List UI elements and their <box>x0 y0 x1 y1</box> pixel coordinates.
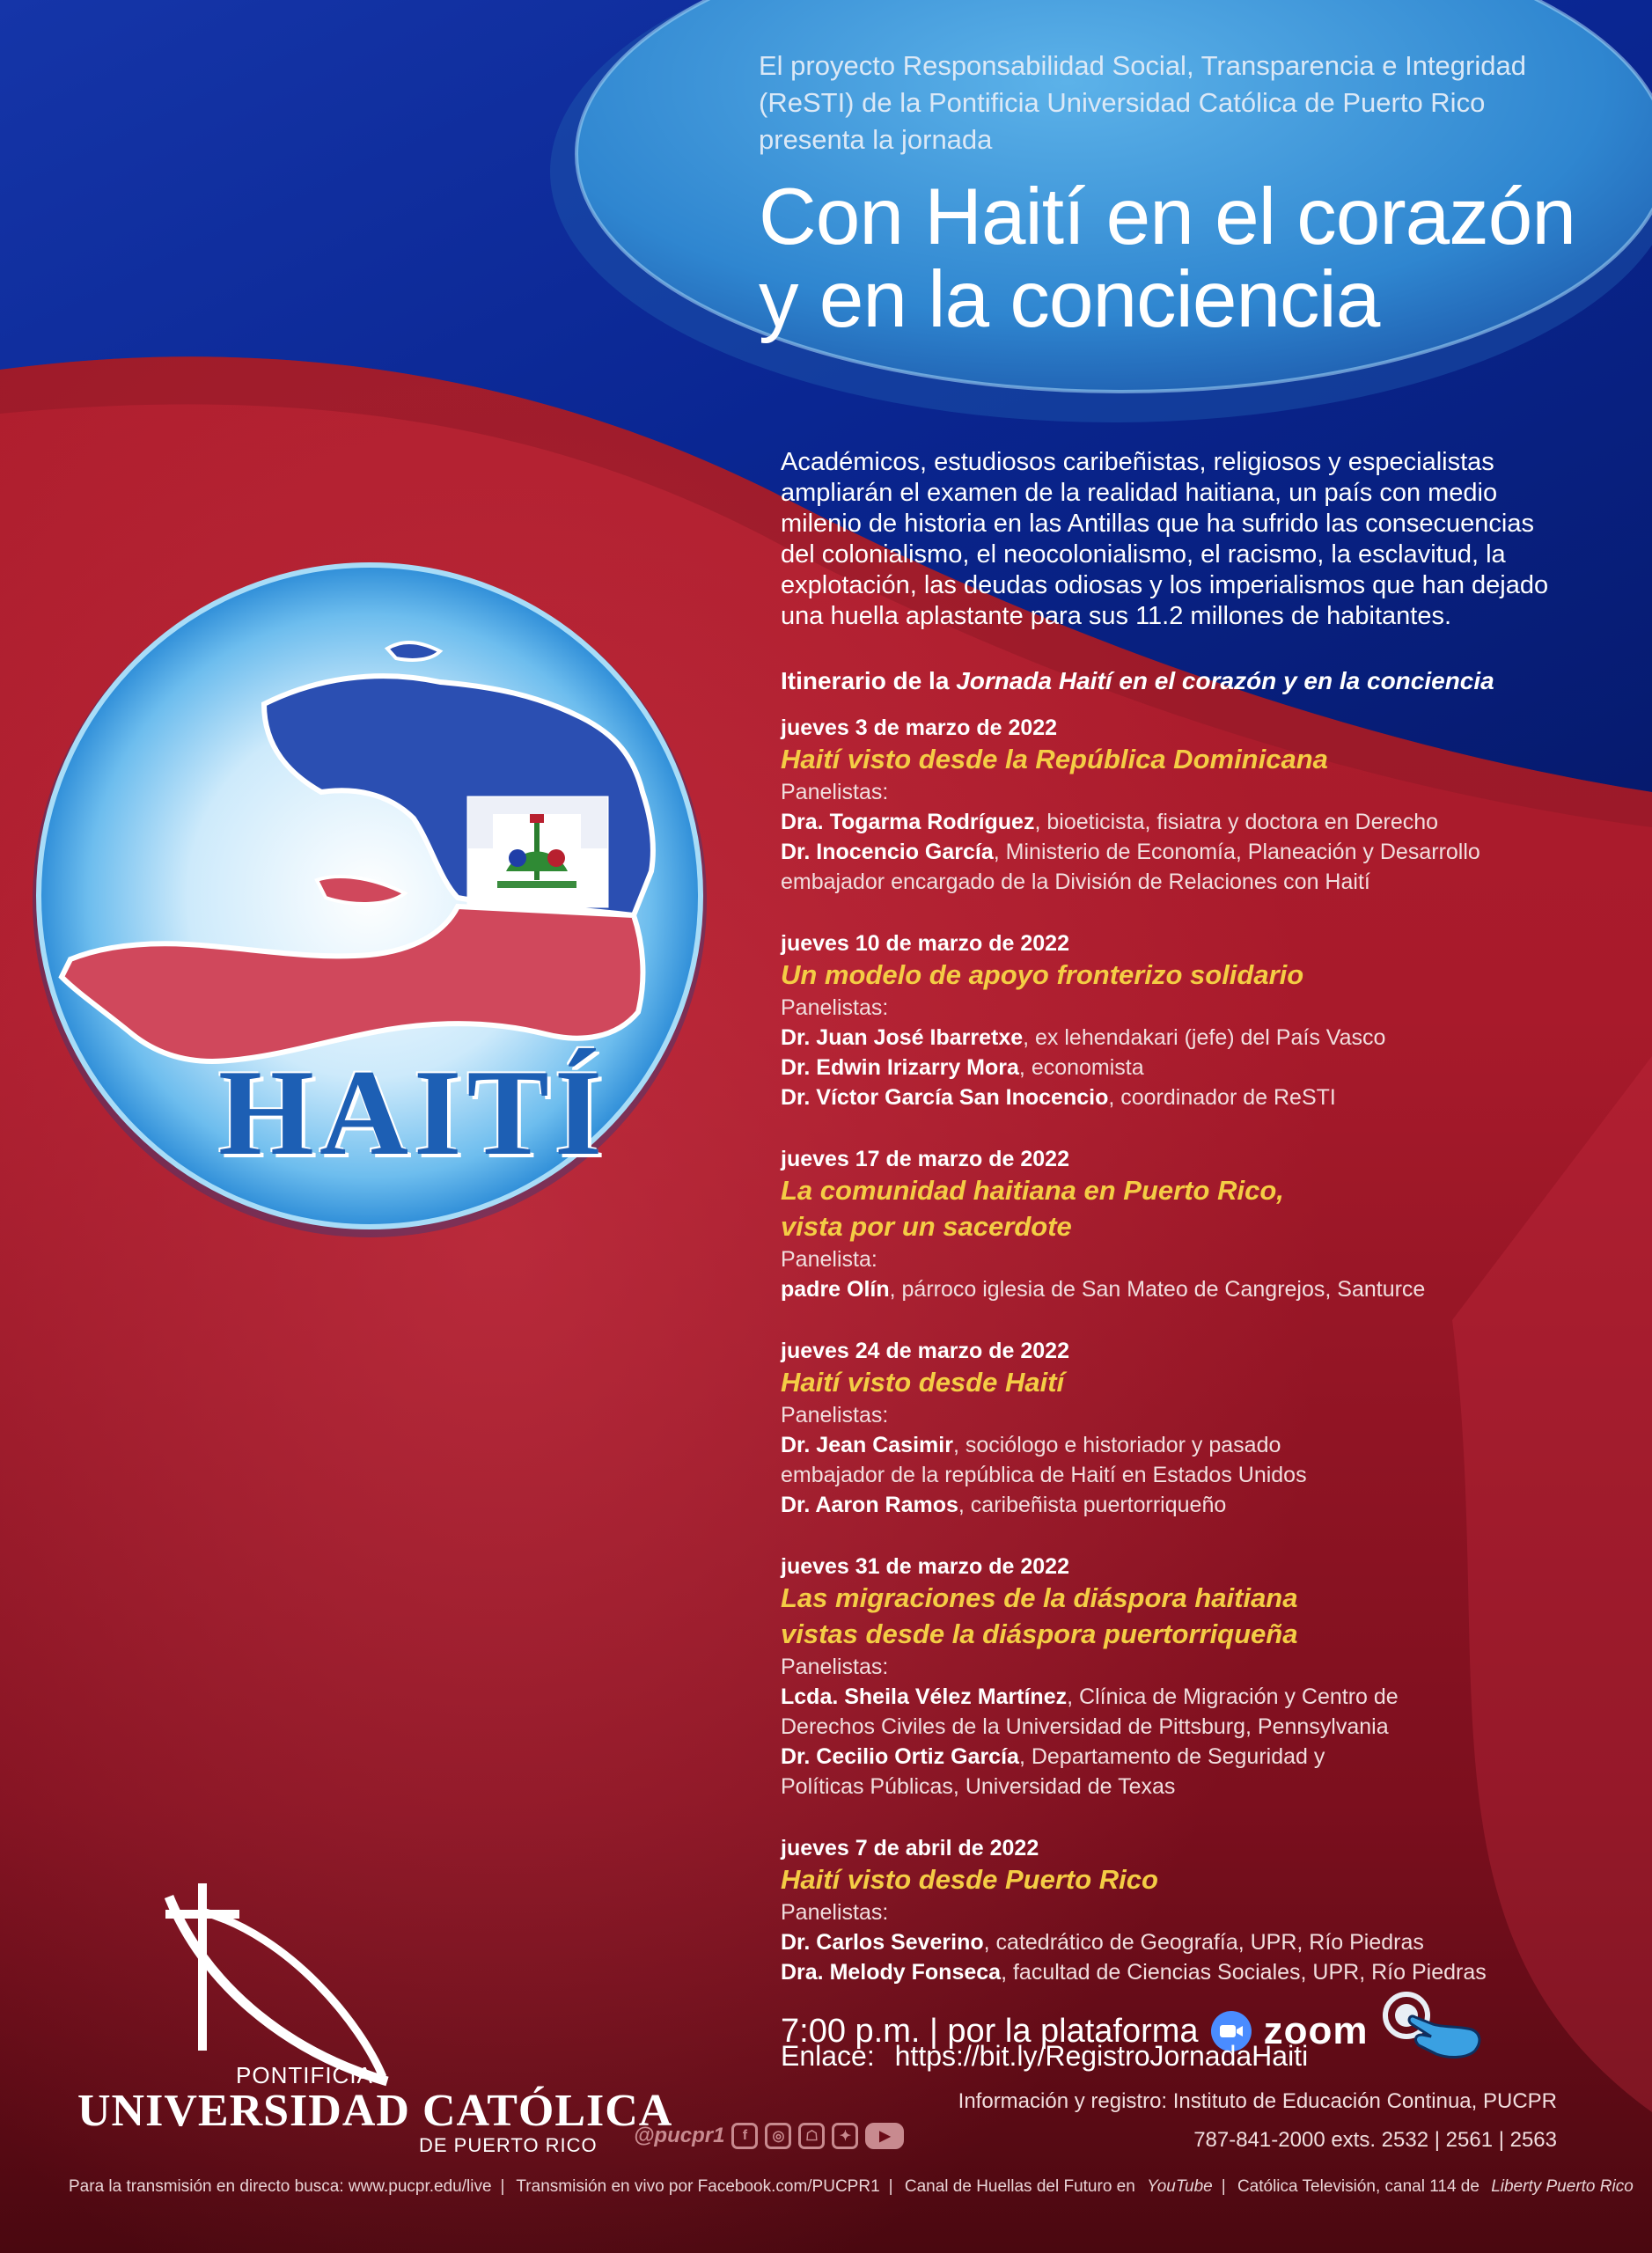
zoom-logo: zoom <box>1263 2008 1369 2052</box>
event-date: jueves 17 de marzo de 2022 <box>781 1147 1069 1171</box>
registration-link-line <box>781 2037 1308 2074</box>
instagram-icon[interactable]: ◎ <box>765 2123 791 2149</box>
panelist-name: Dr. Juan José Ibarretxe <box>781 1025 1024 1050</box>
event-item <box>781 1553 1626 1802</box>
event-item <box>781 1146 1626 1304</box>
panelists-label: Panelista: <box>781 1247 877 1272</box>
events-list <box>781 715 1626 2021</box>
logo-line-3: DE PUERTO RICO <box>419 2134 598 2156</box>
logo-line-2: UNIVERSIDAD CATÓLICA <box>77 2086 673 2136</box>
itinerary-heading <box>781 667 1617 695</box>
event-title: Haití visto desde Haití <box>781 1367 1065 1398</box>
event-date: jueves 31 de marzo de 2022 <box>781 1554 1069 1579</box>
title-line-1: Con Haití en el corazón <box>759 172 1575 261</box>
panelist-entry <box>781 1023 1626 1053</box>
panelists-label: Panelistas: <box>781 780 889 804</box>
event-date: jueves 24 de marzo de 2022 <box>781 1339 1069 1363</box>
footer <box>69 2177 1634 2197</box>
footer-separator: | <box>1221 2177 1226 2196</box>
event-date: jueves 7 de abril de 2022 <box>781 1836 1039 1860</box>
emblem-haiti-word: HAITÍ <box>218 1045 608 1181</box>
panelist-name: Dr. Cecilio Ortiz García <box>781 1744 1019 1769</box>
panelist-entry <box>781 1490 1626 1520</box>
panelist-role: , Departamento de Seguridad y Políticas Públicas, Universidad de Texas <box>781 1744 1325 1799</box>
logo-line-1: PONTIFICIA <box>236 2062 373 2088</box>
footer-catolica-italic: Liberty Puerto Rico <box>1491 2177 1634 2196</box>
title-line-2: y en la conciencia <box>759 255 1380 344</box>
panelist-name: padre Olín <box>781 1277 890 1302</box>
panelist-entry <box>781 1274 1626 1304</box>
footer-facebook-text: Transmisión en vivo por Facebook.com/PUCPR1 <box>516 2177 880 2196</box>
panelist-role: , caribeñista puertorriqueño <box>958 1493 1227 1517</box>
time-text: 7:00 p.m. | por la plataforma <box>781 2012 1199 2050</box>
link-label: Enlace: <box>781 2040 875 2072</box>
panelist-entry <box>781 1682 1626 1742</box>
panelists-label: Panelistas: <box>781 1655 889 1679</box>
panelist-role: , sociólogo e historiador y pasado embajador de la república de Haití en Estados Unidos <box>781 1433 1307 1487</box>
footer-canal-italic: YouTube <box>1147 2177 1213 2196</box>
panelist-name: Dra. Melody Fonseca <box>781 1960 1002 1985</box>
panelist-role: , facultad de Ciencias Sociales, UPR, Río Piedras <box>1001 1960 1487 1985</box>
itinerary-heading-italic: Jornada Haití en el corazón y en la conciencia <box>956 667 1494 694</box>
panelist-name: Lcda. Sheila Vélez Martínez <box>781 1684 1068 1709</box>
social-links <box>634 2123 904 2149</box>
panelist-name: Dr. Inocencio García <box>781 840 994 864</box>
event-date: jueves 10 de marzo de 2022 <box>781 931 1069 956</box>
footer-catolica-text <box>1237 2177 1634 2196</box>
intro-text: El proyecto Responsabilidad Social, Transparencia e Integridad (ReSTI) de la Pontificia Universidad Católica de Puerto Rico presenta la jornada <box>759 50 1526 155</box>
footer-canal-text <box>905 2177 1213 2196</box>
event-title: La comunidad haitiana en Puerto Rico, vista por un sacerdote <box>781 1175 1284 1242</box>
event-item <box>781 930 1626 1112</box>
event-item <box>781 1338 1626 1520</box>
page-title <box>759 172 1639 344</box>
panelists-label: Panelistas: <box>781 1900 889 1925</box>
contact-phones: 787-841-2000 exts. 2532 | 2561 | 2563 <box>1193 2128 1557 2152</box>
panelist-role: , economista <box>1018 1055 1144 1080</box>
panelist-role: , ex lehendakari (jefe) del País Vasco <box>1023 1025 1386 1050</box>
footer-separator: | <box>500 2177 505 2196</box>
event-title: Las migraciones de la diáspora haitiana vistas desde la diáspora puertorriqueña <box>781 1582 1298 1649</box>
university-logo <box>77 1888 673 2156</box>
contact-info: Información y registro: Instituto de Educación Continua, PUCPR <box>958 2089 1557 2113</box>
panelist-entry <box>781 1957 1626 1987</box>
panelist-role: , catedrático de Geografía, UPR, Río Piedras <box>983 1930 1424 1955</box>
twitter-icon[interactable]: ✦ <box>832 2123 858 2149</box>
panelist-role: , Ministerio de Economía, Planeación y Desarrollo embajador encargado de la División de Relaciones con Haití <box>781 840 1480 894</box>
panelist-name: Dr. Jean Casimir <box>781 1433 953 1457</box>
panelist-name: Dr. Edwin Irizarry Mora <box>781 1055 1019 1080</box>
panelist-entry <box>781 1430 1626 1490</box>
footer-stream-text: Para la transmisión en directo busca: www.pucpr.edu/live <box>69 2177 492 2196</box>
facebook-icon[interactable]: f <box>731 2123 758 2149</box>
panelists-label: Panelistas: <box>781 995 889 1020</box>
footer-separator: | <box>888 2177 893 2196</box>
event-date: jueves 3 de marzo de 2022 <box>781 716 1058 740</box>
panelist-entry <box>781 1927 1626 1957</box>
panelist-role: , Clínica de Migración y Centro de Derechos Civiles de la Universidad de Pittsburg, Pennsylvania <box>781 1684 1399 1739</box>
youtube-icon[interactable]: ▶ <box>865 2123 904 2149</box>
click-hand-icon <box>1380 1991 1486 2071</box>
registration-link[interactable]: https://bit.ly/RegistroJornadaHaiti <box>894 2040 1309 2072</box>
panelist-entry <box>781 1082 1626 1112</box>
panelist-entry <box>781 1053 1626 1082</box>
panelist-name: Dr. Víctor García San Inocencio <box>781 1085 1109 1110</box>
event-title: Haití visto desde la República Dominicana <box>781 744 1328 774</box>
panelist-entry <box>781 1742 1626 1802</box>
panelist-role: , coordinador de ReSTI <box>1108 1085 1336 1110</box>
description-paragraph: Académicos, estudiosos caribeñistas, religiosos y especialistas ampliarán el examen de la realidad haitiana, un país con medio milenio de historia en las Antillas que ha sufrido las consecuencias del colonialismo, el neocolonialismo, el racismo, la esclavitud, la explotación, las deudas odiosas y los imperialismos que han dejado una huella aplastante para sus 11.2 millones de habitantes. <box>781 448 1549 630</box>
footer-canal-prefix: Canal de Huellas del Futuro en <box>904 2177 1141 2196</box>
snapchat-icon[interactable]: ☖ <box>798 2123 825 2149</box>
panelist-role: , bioeticista, fisiatra y doctora en Derecho <box>1034 810 1439 834</box>
footer-catolica-prefix: Católica Televisión, canal 114 de <box>1237 2177 1485 2196</box>
panelist-name: Dra. Togarma Rodríguez <box>781 810 1035 834</box>
panelist-name: Dr. Carlos Severino <box>781 1930 984 1955</box>
haiti-flag <box>468 797 607 906</box>
panelist-role: , párroco iglesia de San Mateo de Cangrejos, Santurce <box>889 1277 1426 1302</box>
event-item <box>781 715 1626 897</box>
event-title: Haití visto desde Puerto Rico <box>781 1864 1158 1895</box>
social-handle: @pucpr1 <box>634 2124 725 2147</box>
panelist-entry <box>781 807 1626 837</box>
panelists-label: Panelistas: <box>781 1403 889 1427</box>
event-item <box>781 1835 1626 1987</box>
panelist-entry <box>781 837 1626 897</box>
panelist-name: Dr. Aaron Ramos <box>781 1493 958 1517</box>
event-title: Un modelo de apoyo fronterizo solidario <box>781 959 1304 990</box>
itinerary-heading-prefix: Itinerario de la <box>781 667 950 694</box>
